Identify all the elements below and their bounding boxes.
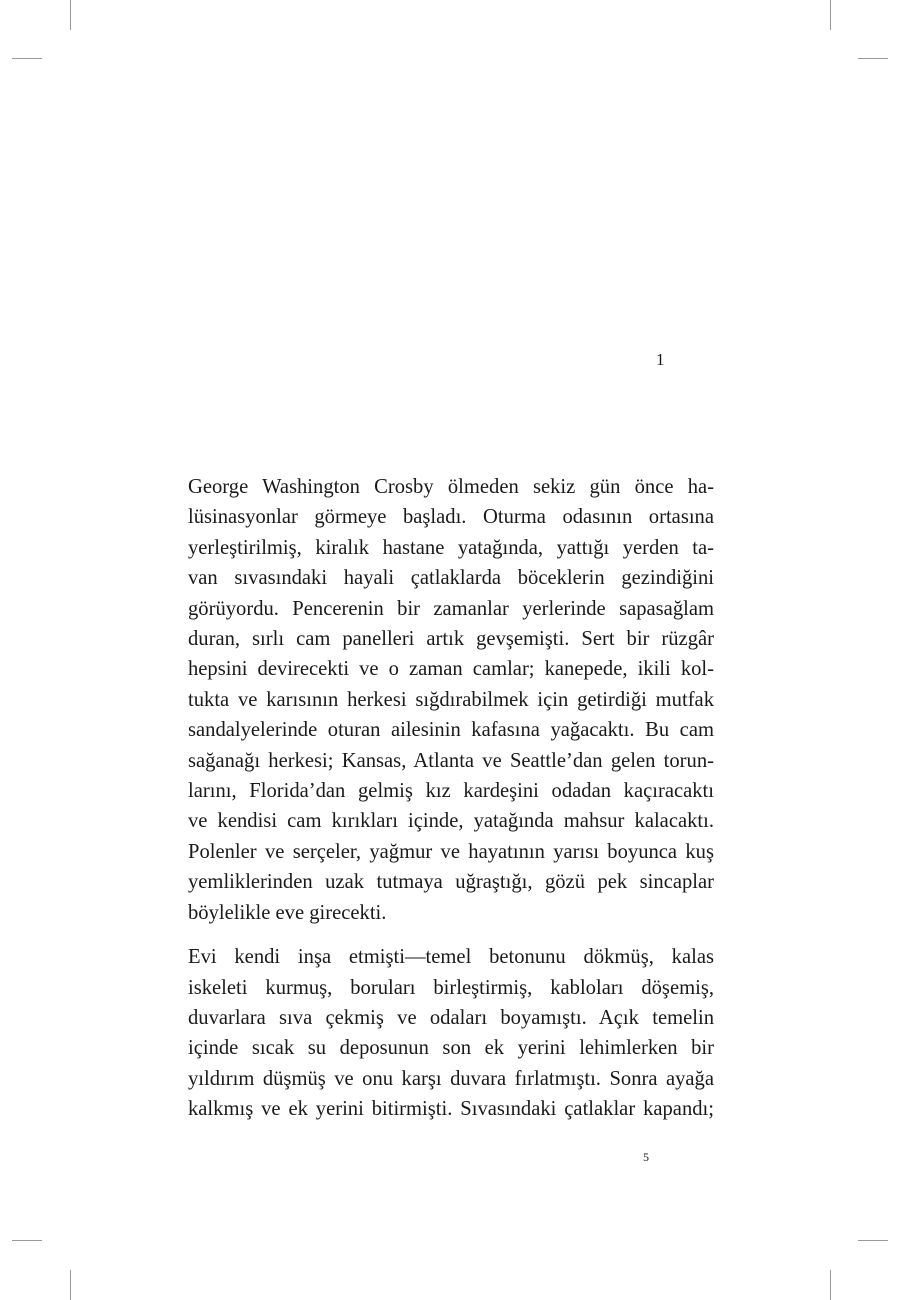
body-text — [188, 472, 714, 1125]
text-line: böylelikle eve girecekti. — [188, 901, 387, 924]
crop-mark-right-bottom — [858, 1240, 888, 1241]
crop-mark-left-top — [12, 58, 42, 59]
text-line: kalkmış ve ek yerini bitirmişti. Sıvasındaki çatlaklar kapandı; — [188, 1098, 714, 1121]
text-line: duran, sırlı cam panelleri artık gevşemişti. Sert bir rüzgâr — [188, 628, 714, 651]
crop-mark-top-left — [70, 0, 71, 30]
crop-mark-right-top — [858, 58, 888, 59]
page-number: 5 — [643, 1150, 649, 1164]
text-line: ve kendisi cam kırıkları içinde, yatağında mahsur kalacaktı. — [188, 810, 714, 833]
crop-mark-left-bottom — [12, 1240, 42, 1241]
text-line: Evi kendi inşa etmişti—temel betonunu dökmüş, kalas — [188, 946, 714, 969]
text-line: van sıvasındaki hayali çatlaklarda böceklerin gezindiğini — [188, 567, 714, 590]
text-line: yerleştirilmiş, kiralık hastane yatağında, yattığı yerden ta- — [188, 536, 714, 559]
crop-mark-bottom-right — [830, 1270, 831, 1300]
chapter-number: 1 — [656, 350, 665, 369]
text-line: görüyordu. Pencerenin bir zamanlar yerlerinde sapasağlam — [188, 597, 714, 620]
crop-mark-bottom-left — [70, 1270, 71, 1300]
text-line: sağanağı herkesi; Kansas, Atlanta ve Seattle’dan gelen torun- — [188, 749, 714, 772]
text-line: yemliklerinden uzak tutmaya uğraştığı, gözü pek sincaplar — [188, 871, 714, 894]
text-line: hepsini devirecekti ve o zaman camlar; kanepede, ikili kol- — [188, 658, 714, 681]
text-line: tukta ve karısının herkesi sığdırabilmek için getirdiği mutfak — [188, 688, 714, 711]
text-line: içinde sıcak su deposunun son ek yerini lehimlerken bir — [188, 1037, 714, 1060]
text-line: duvarlara sıva çekmiş ve odaları boyamıştı. Açık temelin — [188, 1006, 714, 1029]
text-line: iskeleti kurmuş, boruları birleştirmiş, kabloları döşemiş, — [188, 976, 714, 999]
text-line: sandalyelerinde oturan ailesinin kafasına yağacaktı. Bu cam — [188, 719, 714, 742]
text-line: George Washington Crosby ölmeden sekiz gün önce ha- — [188, 476, 714, 498]
text-line: Polenler ve serçeler, yağmur ve hayatının yarısı boyunca kuş — [188, 840, 714, 863]
paragraph — [188, 942, 714, 1124]
text-line: lüsinasyonlar görmeye başladı. Oturma odasının ortasına — [188, 506, 714, 529]
text-line: larını, Florida’dan gelmiş kız kardeşini odadan kaçıracaktı — [188, 780, 714, 803]
crop-mark-top-right — [830, 0, 831, 30]
text-line: yıldırım düşmüş ve onu karşı duvara fırlatmıştı. Sonra ayağa — [188, 1067, 714, 1090]
paragraph — [188, 472, 714, 928]
